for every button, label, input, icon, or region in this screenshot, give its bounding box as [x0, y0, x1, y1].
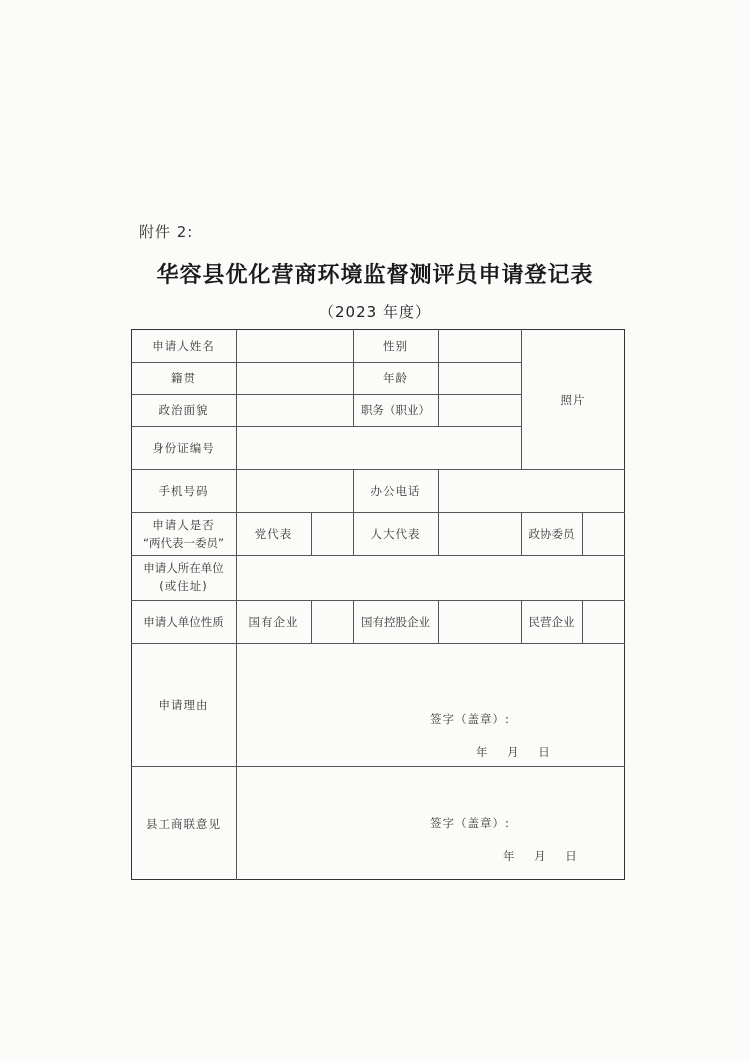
label-unit-line2: (或住址) — [159, 579, 208, 593]
field-political-status[interactable] — [237, 395, 353, 426]
label-npc-rep: 人大代表 — [370, 527, 421, 541]
label-mobile: 手机号码 — [158, 484, 209, 498]
label-unit-nature: 申请人单位性质 — [143, 615, 224, 629]
label-photo: 照片 — [560, 393, 586, 407]
checkbox-soe[interactable] — [312, 601, 353, 643]
checkbox-npc-rep[interactable] — [439, 513, 521, 555]
label-federation-opinion: 县工商联意见 — [146, 817, 221, 831]
label-private: 民营企业 — [528, 615, 575, 629]
form-title: 华容县优化营商环境监督测评员申请登记表 — [156, 262, 594, 288]
label-party-rep: 党代表 — [254, 527, 293, 541]
checkbox-state-holding[interactable] — [439, 601, 521, 643]
field-mobile[interactable] — [237, 470, 353, 512]
federation-signature: 签字（盖章）: — [430, 816, 510, 830]
label-id-number: 身份证编号 — [152, 441, 215, 455]
field-position[interactable] — [439, 395, 521, 426]
label-office-phone: 办公电话 — [370, 484, 421, 498]
row-divider — [131, 512, 625, 513]
field-native-place[interactable] — [237, 363, 353, 394]
label-two-reps-line1: 申请人是否 — [152, 518, 215, 532]
label-political-status: 政治面貌 — [158, 403, 209, 417]
field-gender[interactable] — [439, 330, 521, 362]
reason-date: 年 月 日 — [476, 745, 551, 759]
label-cppcc-member: 政协委员 — [528, 527, 575, 541]
label-position: 职务（职业） — [361, 403, 430, 417]
checkbox-cppcc-member[interactable] — [583, 513, 625, 555]
label-gender: 性别 — [383, 339, 408, 353]
form-year: （2023 年度） — [319, 303, 431, 321]
checkbox-private[interactable] — [583, 601, 625, 643]
row-divider — [131, 600, 625, 601]
label-applicant-name: 申请人姓名 — [152, 339, 215, 353]
label-unit-line1: 申请人所在单位 — [143, 561, 224, 575]
federation-date: 年 月 日 — [503, 849, 578, 863]
label-state-holding: 国有控股企业 — [361, 615, 430, 629]
reason-signature: 签字（盖章）: — [430, 712, 510, 726]
label-reason: 申请理由 — [158, 698, 209, 712]
label-two-reps-line2: “两代表一委员” — [143, 536, 224, 550]
checkbox-party-rep[interactable] — [312, 513, 353, 555]
field-age[interactable] — [439, 363, 521, 394]
field-id-number[interactable] — [237, 427, 521, 469]
field-unit-address[interactable] — [237, 556, 625, 600]
field-office-phone[interactable] — [439, 470, 625, 512]
photo-area[interactable] — [522, 330, 624, 469]
attachment-label: 附件 2: — [139, 223, 194, 241]
label-native-place: 籍贯 — [171, 371, 196, 385]
field-applicant-name[interactable] — [237, 330, 353, 362]
label-age: 年龄 — [383, 371, 408, 385]
label-soe: 国有企业 — [248, 615, 299, 629]
